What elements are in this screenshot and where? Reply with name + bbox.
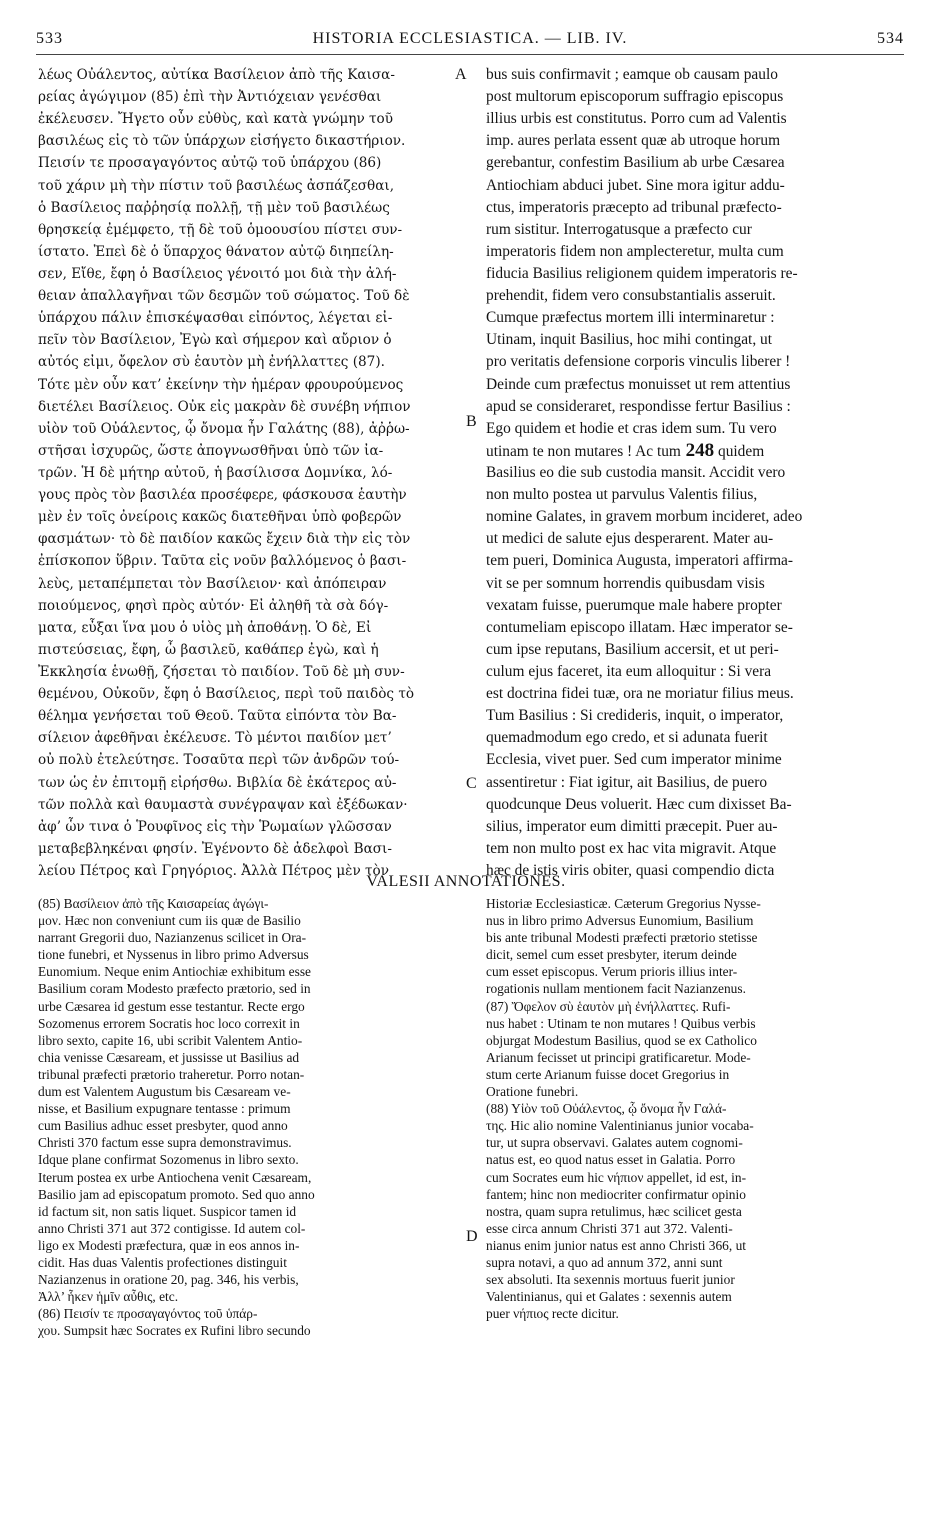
greek-text-line: οὐ πολὺ ἐτελεύτησε. Τοσαῦτα περὶ τῶν ἀνδρῶν τού-	[38, 752, 400, 769]
latin-text-line: ctus, imperatoris præcepto ad tribunal præfecto-	[486, 198, 782, 216]
annotation-line: ligo ex Modesti præfectura, quæ in eos annos in-	[38, 1237, 300, 1253]
margin-marker-b: B	[466, 413, 477, 430]
annotation-line: (88) Υἱὸν τοῦ Οὐάλεντος, ᾧ ὄνομα ἦν Γαλά-	[486, 1101, 727, 1117]
greek-text-line: ἐκέλευσεν. Ἤγετο οὖν εὐθὺς, καὶ κατὰ γνώμην τοῦ	[38, 111, 394, 128]
latin-text-line: post multorum episcoporum suffragio episcopus	[486, 88, 784, 106]
greek-text-line: ὁ Βασίλειος παῤῥησίᾳ πολλῇ, τῇ μὲν τοῦ βασιλέως	[38, 199, 390, 216]
page-number-right: 534	[877, 30, 904, 47]
annotation-line: Arianum fecisset ut principi gratificaretur. Mode-	[486, 1049, 751, 1065]
greek-text-line: τρῶν. Ἡ δὲ μήτηρ αὐτοῦ, ἡ βασίλισσα Δομνίκα, λό-	[38, 464, 393, 481]
annotation-line: chia venisse Cæsaream, et jussisse ut Basilius ad	[38, 1049, 300, 1065]
annotation-line: rogationis nullam mentionem facit Nazianzenus.	[486, 981, 746, 997]
greek-text-line: ματα, εὖξαι ἵνα μου ὁ υἱὸς μὴ ἀποθάνῃ. Ὁ δὲ, Εἰ	[38, 619, 372, 636]
annotations-title: VALESII ANNOTATIONES.	[366, 873, 566, 890]
annotation-line: nianus enim junior natus est anno Christi 366, ut	[486, 1237, 746, 1253]
greek-text-line: διετέλει Βασίλειος. Οὐκ εἰς μακρὰν δὲ συνέβη νήπιον	[38, 398, 411, 415]
annotation-line: χου. Sumpsit hæc Socrates ex Rufini libro secundo	[38, 1323, 311, 1339]
annotation-line: sex absoluti. Ita sexennis mortuus fuerit junior	[486, 1272, 735, 1288]
annotation-line: nisse, et Basilium expugnare tentasse : primum	[38, 1101, 291, 1117]
annotation-line: bis ante tribunal Modesti præfecti prætorio stetisse	[486, 930, 758, 946]
greek-text-line: θεμένου, Οὐκοῦν, ἔφη ὁ Βασίλειος, περὶ τοῦ παιδὸς τὸ	[38, 686, 415, 703]
latin-text-line: Antiochiam abduci jubet. Sine mora igitur addu-	[486, 176, 785, 194]
latin-text-line: cum ipse reputans, Basilium accersit, et ut peri-	[486, 640, 779, 658]
annotations-right-column	[486, 895, 904, 1322]
annotation-line: Idque plane confirmat Sozomenus in libro sexto.	[38, 1152, 299, 1168]
annotation-line: Eunomium. Neque enim Antiochiæ exhibitum esse	[38, 964, 311, 980]
greek-text-line: θειαν ἀπαλλαγῆναι τῶν δεσμῶν τοῦ σώματος. Τοῦ δὲ	[38, 288, 410, 305]
margin-marker-d: D	[466, 1228, 478, 1245]
latin-text-continuation: quidem	[714, 442, 765, 460]
latin-text-line: Cumque præfectus mortem illi interminaretur :	[486, 309, 775, 327]
greek-text-line: πεῖν τὸν Βασίλειον, Ἐγὼ καὶ σήμερον καὶ αὔριον ὁ	[38, 332, 392, 349]
greek-text-line: λεὺς, μεταπέμπεται τὸν Βασίλειον· καὶ ἀπόπειραν	[38, 575, 387, 592]
latin-text-line: assentiretur : Fiat igitur, ait Basilius, de puero	[486, 773, 768, 791]
page-number-left: 533	[36, 30, 63, 47]
annotation-line: Nazianzenus in oratione 20, pag. 346, his verbis,	[38, 1272, 299, 1288]
annotation-line: cum esset episcopus. Verum prioris illius inter-	[486, 964, 738, 980]
greek-text-line: ἀφ’ ὧν τινα ὁ Ῥουφῖνος εἰς τὴν Ῥωμαίων γλῶσσαν	[38, 818, 392, 835]
greek-text-line: των ὡς ἐν ἐπιτομῇ εἰρήσθω. Βιβλία δὲ ἑκάτερος αὐ-	[38, 774, 397, 791]
greek-text-line: λέως Οὐάλεντος, αὐτίκα Βασίλειον ἀπὸ τῆς Καισα-	[38, 67, 395, 83]
annotation-line: libro sexto, capite 16, ubi scribit Valentem Antio-	[38, 1032, 303, 1048]
latin-text-line: culum ejus faceret, ita eum alloquitur : Si vera	[486, 662, 772, 680]
annotation-line: Basilium coram Modesto præfecto prætorio, sed in	[38, 981, 311, 997]
annotation-line: Ἀλλ’ ἧκεν ἡμῖν αὖθις, etc.	[38, 1289, 179, 1305]
header-rule	[36, 54, 904, 55]
annotation-line: tur, ut supra observavi. Galates autem cognomi-	[486, 1135, 743, 1151]
greek-text-line: ἐπίσκοπον ὕβριν. Ταῦτα εἰς νοῦν βαλλόμενος ὁ βασι-	[38, 553, 407, 570]
greek-text-line: ὑπάρχου πάλιν ἐπισκέψασθαι εἰπόντος, λέγεται εἰ-	[38, 310, 393, 327]
annotation-line: Basilio jam ad episcopatum promoto. Sed quo anno	[38, 1186, 315, 1202]
latin-text-line: non multo postea ut parvulus Valentis filius,	[486, 486, 758, 504]
latin-text-line: silius, imperator eum dimitti præcepit. Puer au-	[486, 817, 778, 835]
greek-text-line: μὲν ἐν τοῖς ὀνείροις κακῶς διατεθῆναι ὑπὸ φοβερῶν	[38, 509, 402, 526]
greek-text-column	[38, 64, 466, 882]
latin-text-line: ut medici de salute ejus desperarent. Mater au-	[486, 530, 774, 548]
latin-text-line: est doctrina fidei tuæ, ora ne moriatur filius meus.	[486, 685, 794, 703]
annotation-line: Oratione funebri.	[486, 1084, 579, 1100]
greek-text-line: Ἐκκλησία ἑνωθῇ, ζήσεται τὸ παιδίον. Τοῦ δὲ μὴ συν-	[38, 663, 405, 680]
latin-text-line: pro veritatis defensione corporis vinculis liberer !	[486, 353, 791, 371]
annotation-line: cum Basilius adhuc esset presbyter, quod anno	[38, 1118, 288, 1134]
latin-text-line: Ecclesia, vivet puer. Sed cum imperator minime	[486, 751, 782, 769]
latin-text-line: Basilius eo die sub custodia mansit. Accidit vero	[486, 463, 786, 481]
greek-text-line: τῶν πολλὰ καὶ θαυμαστὰ συνέγραψαν καὶ ἐξέδωκαν·	[38, 796, 408, 813]
annotation-line: Valentinianus, qui et Galates : sexennis autem	[486, 1289, 732, 1305]
annotation-line: Historiæ Ecclesiasticæ. Cæterum Gregorius Nysse-	[486, 896, 761, 911]
greek-text-line: μεταβεβληκέναι φησίν. Ἐγένοντο δὲ ἀδελφοὶ Βασι-	[38, 840, 392, 857]
annotation-line: dicit, semel cum esset presbyter, iterum deinde	[486, 947, 737, 963]
annotations-left-column	[38, 895, 466, 1339]
greek-text-line: ρείας ἀγώγιμον (85) ἐπὶ τὴν Ἀντιόχειαν γενέσθαι	[38, 89, 382, 106]
greek-text-line: ίστατο. Ἐπεὶ δὲ ὁ ὕπαρχος θάνατον αὐτῷ διηπείλη-	[38, 243, 394, 260]
annotation-line: fantem; hinc non mediocriter confirmatur opinio	[486, 1186, 746, 1202]
annotation-line: puer νήπιος recte dicitur.	[486, 1306, 619, 1322]
annotation-line: id factum sit, non satis liquet. Suspicor tamen id	[38, 1203, 297, 1219]
latin-text-line: apud se consideraret, respondisse fertur Basilius :	[486, 397, 791, 415]
latin-text-line: hæc de istis viris obiter, quasi compendio dicta	[486, 861, 775, 879]
greek-text-line: πιστεύσειας, ἔφη, ὦ βασιλεῦ, καθάπερ ἐγὼ, καὶ ἡ	[38, 641, 379, 658]
greek-text-line: Τότε μὲν οὖν κατ’ ἐκείνην τὴν ἡμέραν φρουρούμενος	[38, 376, 404, 393]
latin-text-line: imperatoris fidem non amplecteretur, multa cum	[486, 242, 784, 260]
annotation-line: natus est, eo quod natus esset in Galatia. Porro	[486, 1152, 736, 1168]
latin-text-line: quodcunque Deus voluerit. Hæc cum dixisset Ba-	[486, 795, 792, 813]
annotation-line: anno Christi 371 aut 372 contigisse. Id autem col-	[38, 1220, 306, 1236]
latin-text-line: Ego quidem et hodie et cras idem sum. Tu vero	[486, 419, 777, 437]
annotation-line: Sozomenus errorem Socratis hoc loco correxit in	[38, 1015, 300, 1031]
latin-text-line: fiducia Basilius religionem quidem imperatoris re-	[486, 264, 798, 282]
latin-text-line: Tum Basilius : Si credideris, inquit, o imperator,	[486, 707, 784, 725]
latin-text-line: illius urbis est constitutus. Porro cum ad Valentis	[486, 110, 787, 128]
greek-text-line: θρησκείᾳ ἐμέμφετο, τῇ δὲ τοῦ ὁμοουσίου πίστει συν-	[38, 221, 403, 238]
running-title: HISTORIA ECCLESIASTICA. — LIB. IV.	[312, 30, 628, 47]
latin-text-line: quemadmodum ego credo, et si adunata fuerit	[486, 729, 768, 747]
annotation-line: narrant Gregorii duo, Nazianzenus scilicet in Ora-	[38, 930, 307, 946]
greek-text-line: στῆσαι ἰσχυρῶς, ὥστε ἀπογνωσθῆναι ὑπὸ τῶν ἰα-	[38, 442, 384, 459]
annotation-line: nus in libro primo Adversus Eunomium, Basilium	[486, 913, 754, 929]
latin-text-line: vit se per somnum horrendis quibusdam visis	[486, 574, 765, 592]
annotation-line: stum certe Arianum fuisse docet Gregorius in	[486, 1066, 730, 1082]
annotation-line: objurgat Modestum Basilius, quod se ex Catholico	[486, 1032, 757, 1048]
annotation-line: (87) Ὄφελον σὺ ἑαυτὸν μὴ ἐνήλλαττες. Rufi-	[486, 998, 731, 1014]
latin-text-line: prehendit, fidem vero consubstantialis asseruit.	[486, 287, 776, 305]
margin-marker-a: A	[455, 66, 467, 83]
annotation-line: dum est Valentem Augustum bis Cæsaream ve-	[38, 1084, 291, 1100]
annotation-line: cidit. Has duas Valentis profectiones distinguit	[38, 1254, 287, 1270]
margin-marker-c: C	[466, 775, 477, 792]
page-reference-number: 248	[680, 439, 715, 461]
latin-text-line: tem non multo post ex hac vita migravit. Atque	[486, 839, 777, 857]
annotation-line: urbe Cæsarea id gestum esse testantur. Recte ergo	[38, 998, 305, 1014]
greek-text-line: Πεισίν τε προσαγαγόντος αὐτῷ τοῦ ὑπάρχου (86)	[38, 155, 382, 172]
annotation-line: supra notavi, a quo ad annum 372, anni sunt	[486, 1254, 723, 1270]
annotation-line: Christi 370 factum esse supra demonstravimus.	[38, 1135, 292, 1151]
greek-text-line: θέλημα γενήσεται τοῦ Θεοῦ. Ταῦτα εἰπόντα τὸν Βα-	[38, 708, 397, 725]
annotation-line: nostra, quam supra retulimus, hæc scilicet gesta	[486, 1203, 742, 1219]
annotation-line: της. Hic alio nomine Valentinianus junior vocaba-	[486, 1118, 754, 1134]
greek-text-line: τοῦ χάριν μὴ τὴν πίστιν τοῦ βασιλέως ἀσπάζεσθαι,	[38, 177, 395, 194]
latin-text-line: bus suis confirmavit ; eamque ob causam paulo	[486, 66, 778, 83]
annotation-line: esse circa annum Christi 371 aut 372. Valenti-	[486, 1220, 733, 1236]
annotation-line: (85) Βασίλειον ἀπὸ τῆς Καισαρείας ἀγώγι-	[38, 896, 269, 911]
annotation-line: μον. Hæc non conveniunt cum iis quæ de Basilio	[38, 913, 301, 929]
annotation-line: (86) Πεισίν τε προσαγαγόντος τοῦ ὑπάρ-	[38, 1306, 258, 1322]
greek-text-line: φασμάτων· τὸ δὲ παιδίον κακῶς ἔχειν διὰ τὴν εἰς τὸν	[38, 531, 411, 548]
latin-text-line: Deinde cum præfectus monuisset ut rem attentius	[486, 375, 791, 393]
greek-text-line: αὐτός εἰμι, ὄφελον σὺ ἑαυτὸν μὴ ἐνήλλαττες (87).	[38, 354, 385, 371]
greek-text-line: βασιλέως εἰς τὸ τῶν ὑπάρχων εἰσήγετο δικαστήριον.	[38, 133, 406, 150]
latin-text-line: tem pueri, Dominica Augusta, imperatori affirma-	[486, 552, 794, 570]
latin-text-line: nomine Galates, in gravem morbum incideret, adeo	[486, 508, 803, 526]
annotation-line: cum Socrates eum hic νήπιον appellet, id est, in-	[486, 1169, 747, 1185]
greek-text-line: λείου Πέτρος καὶ Γρηγόριος. Ἀλλὰ Πέτρος μὲν τὸν	[38, 862, 390, 879]
greek-text-line: σίλειον ἀφεθῆναι ἐκέλευσε. Τὸ μέντοι παιδίον μετ’	[38, 730, 392, 747]
greek-text-line: ποιούμενος, φησὶ πρὸς αὐτόν· Εἰ ἀληθῆ τὰ σὰ δόγ-	[38, 597, 389, 614]
greek-text-line: υἱὸν τοῦ Οὐάλεντος, ᾧ ὄνομα ἦν Γαλάτης (88), ἀῤῥω-	[38, 420, 410, 437]
annotation-line: tione funebri, et Nyssenus in libro primo Adversus	[38, 947, 309, 963]
greek-text-line: σεν, Εἴθε, ἔφη ὁ Βασίλειος γένοιτό μοι διὰ τὴν ἀλή-	[38, 265, 397, 282]
latin-text-line: gerebantur, confestim Basilium ab urbe Cæsarea	[486, 154, 785, 172]
annotation-line: nus habet : Utinam te non mutares ! Quibus verbis	[486, 1015, 756, 1031]
latin-text-line: imp. aures perlata essent quæ ab utroque horum	[486, 132, 781, 150]
greek-text-line: γους πρὸς τὸν βασιλέα προσέφερε, φάσκουσα ἑαυτὴν	[38, 487, 407, 504]
latin-text-line: contumeliam episcopo illatam. Hæc imperator se-	[486, 618, 793, 636]
latin-text-line: utinam te non mutares ! Ac tum 248 quidem	[486, 439, 765, 461]
latin-text-line: rum sistitur. Interrogatusque a præfecto cur	[486, 220, 752, 238]
latin-text-line: Utinam, inquit Basilius, hoc mihi contingat, ut	[486, 331, 772, 349]
annotation-line: tribunal præfecti prætorio traheretur. Porro notan-	[38, 1066, 305, 1082]
latin-text-line: vexatam fuisse, puerumque male habere propter	[486, 596, 782, 614]
latin-text-column	[486, 64, 904, 882]
annotation-line: Iterum postea ex urbe Antiochena venit Cæsaream,	[38, 1169, 312, 1185]
